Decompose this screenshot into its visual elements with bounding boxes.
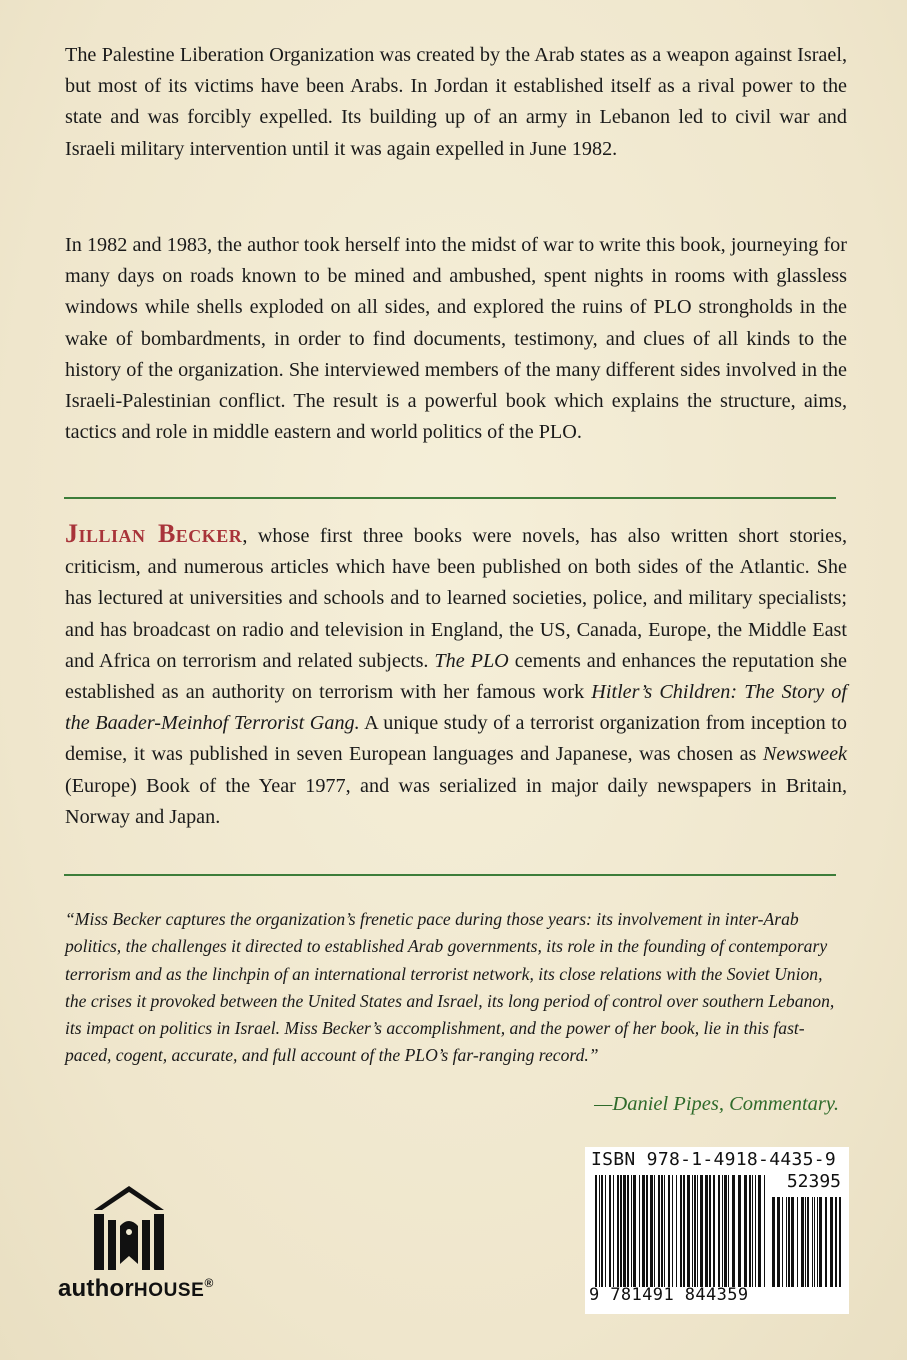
bio-text-1: , whose first three books were novels, has also written short stories, criticism, and numerous articles which have been published on both sides of the Atlantic. She has lectured at universities and schools and to learned societies, police, and military specialists; and has broadcast on radio and television in England, the US, Canada, Europe, the Middle East and Africa on terrorism and related subjects. bbox=[65, 525, 847, 672]
barcode-bar bbox=[683, 1175, 685, 1287]
bio-text-4: (Europe) Book of the Year 1977, and was serialized in major daily newspapers in Britain, Norway and Japan. bbox=[65, 774, 847, 828]
synopsis-paragraph-2: In 1982 and 1983, the author took herself into the midst of war to write this book, journeying for many days on roads known to be mined and ambushed, spent nights in rooms with glassless windows while shells exploded on all sides, and explored the ruins of PLO strongholds in the wake of bombardments, in order to find documents, testimony, and clues of all kinds to the history of the organization. She interviewed members of the many different sides involved in the Israeli-Palestinian conflict. The result is a powerful book which explains the structure, aims, tactics and role in middle eastern and world politics of the PLO. bbox=[65, 234, 847, 444]
barcode-bar bbox=[713, 1175, 715, 1287]
barcode-bar bbox=[788, 1197, 790, 1287]
barcode-bar bbox=[764, 1175, 765, 1287]
barcode-bar bbox=[709, 1175, 711, 1287]
barcode-bar bbox=[728, 1175, 729, 1287]
book-title-hitlers-children: Hitler’s Children: The Story of the Baader-Meinhof Terrorist Gang. bbox=[65, 681, 847, 735]
barcode-bar bbox=[786, 1197, 787, 1287]
barcode-bars-main bbox=[595, 1175, 767, 1287]
registered-mark: ® bbox=[204, 1276, 214, 1290]
barcode-bar bbox=[668, 1175, 670, 1287]
barcode-bar bbox=[825, 1197, 827, 1287]
barcode-bar bbox=[807, 1197, 809, 1287]
barcode-bar bbox=[705, 1175, 708, 1287]
barcode-bar bbox=[642, 1175, 645, 1287]
barcode-bar bbox=[692, 1175, 693, 1287]
isbn-barcode bbox=[585, 1147, 849, 1314]
publisher-logo bbox=[58, 1180, 258, 1310]
publisher-name bbox=[58, 1275, 214, 1303]
barcode-bar bbox=[805, 1197, 806, 1287]
barcode-bar bbox=[599, 1175, 600, 1287]
barcode-bar bbox=[697, 1175, 698, 1287]
barcode-bar bbox=[814, 1197, 815, 1287]
barcode-bar bbox=[672, 1175, 673, 1287]
divider-top bbox=[64, 497, 836, 499]
barcode-bar bbox=[724, 1175, 727, 1287]
author-bio bbox=[65, 518, 847, 833]
barcode-bar bbox=[752, 1175, 753, 1287]
barcode-bar bbox=[839, 1197, 841, 1287]
book-title-plo: The PLO bbox=[434, 649, 509, 672]
barcode-bar bbox=[835, 1197, 837, 1287]
bio-text-3: A unique study of a terrorist organization from inception to demise, it was published in seven European languages and Japanese, was chosen as bbox=[65, 712, 847, 766]
barcode-bar bbox=[617, 1175, 619, 1287]
barcode-bar bbox=[623, 1175, 626, 1287]
barcode-bar bbox=[749, 1175, 751, 1287]
barcode-bar bbox=[782, 1197, 783, 1287]
barcode-bar bbox=[738, 1175, 741, 1287]
barcode-bar bbox=[732, 1175, 735, 1287]
barcode-bar bbox=[646, 1175, 648, 1287]
barcode-bar bbox=[830, 1197, 833, 1287]
review-quote: “Miss Becker captures the organization’s frenetic pace during those years: its involvement in inter-Arab politics, the challenges it directed to established Arab governments, its role in the founding of contemporary terrorism and as the linchpin of an international terrorist network, its close relations with the Soviet Union, the crises it provoked between the United States and Israel, its long period of control over southern Lebanon, its impact on politics in Israel. Miss Becker’s accomplishment, and the power of her book, lie in this fast-paced, cogent, accurate, and full account of the PLO’s far-ranging record.” bbox=[65, 909, 835, 1066]
author-name: Jillian Becker bbox=[65, 519, 243, 548]
barcode-bar bbox=[631, 1175, 632, 1287]
barcode-bar bbox=[772, 1197, 775, 1287]
barcode-bar bbox=[801, 1197, 804, 1287]
bio-text-2: cements and enhances the reputation she established as an authority on terrorism with her famous work bbox=[65, 649, 848, 704]
barcode-bar bbox=[654, 1175, 655, 1287]
barcode-bar bbox=[758, 1175, 761, 1287]
barcode-bar bbox=[718, 1175, 720, 1287]
barcode-bar bbox=[777, 1197, 780, 1287]
barcode-bar bbox=[639, 1175, 640, 1287]
isbn-label: ISBN 978-1-4918-4435-9 bbox=[591, 1149, 837, 1170]
barcode-bar bbox=[627, 1175, 629, 1287]
barcode-bar bbox=[613, 1175, 614, 1287]
barcode-bar bbox=[817, 1197, 818, 1287]
barcode-bar bbox=[664, 1175, 665, 1287]
barcode-bar bbox=[680, 1175, 682, 1287]
price-code: 52395 bbox=[786, 1171, 841, 1192]
barcode-bar bbox=[791, 1197, 794, 1287]
barcode-digits: 9 781491 844359 bbox=[589, 1285, 749, 1305]
barcode-bar bbox=[658, 1175, 660, 1287]
barcode-bar bbox=[620, 1175, 622, 1287]
barcode-bar bbox=[609, 1175, 611, 1287]
barcode-bar bbox=[601, 1175, 603, 1287]
barcode-bar bbox=[755, 1175, 756, 1287]
barcode-bar bbox=[812, 1197, 813, 1287]
barcode-bar bbox=[676, 1175, 677, 1287]
publisher-name-house: HOUSE bbox=[133, 1280, 205, 1301]
barcode-bar bbox=[661, 1175, 663, 1287]
barcode-bar bbox=[700, 1175, 703, 1287]
authorhouse-arch-logo-icon bbox=[90, 1180, 168, 1272]
barcode-bar bbox=[650, 1175, 653, 1287]
review-attribution: —Daniel Pipes, Commentary. bbox=[594, 1093, 839, 1115]
barcode-bar bbox=[722, 1175, 723, 1287]
barcode-bar bbox=[633, 1175, 636, 1287]
barcode-bar bbox=[687, 1175, 690, 1287]
publisher-name-author: author bbox=[58, 1275, 134, 1302]
divider-bottom bbox=[64, 874, 836, 876]
barcode-bar bbox=[694, 1175, 696, 1287]
publication-newsweek: Newsweek bbox=[762, 743, 847, 766]
barcode-bar bbox=[744, 1175, 747, 1287]
barcode-bar bbox=[819, 1197, 822, 1287]
synopsis-paragraph-1: The Palestine Liberation Organization was created by the Arab states as a weapon against Israel, but most of its victims have been Arabs. In Jordan it established itself as a rival power to the state and was forcibly expelled. Its building up of an army in Lebanon led to civil war and Israeli military intervention until it was again expelled in June 1982. bbox=[65, 44, 847, 160]
barcode-bars-addon bbox=[772, 1197, 842, 1287]
barcode-bar bbox=[605, 1175, 606, 1287]
barcode-bar bbox=[797, 1197, 798, 1287]
barcode-bar bbox=[595, 1175, 597, 1287]
